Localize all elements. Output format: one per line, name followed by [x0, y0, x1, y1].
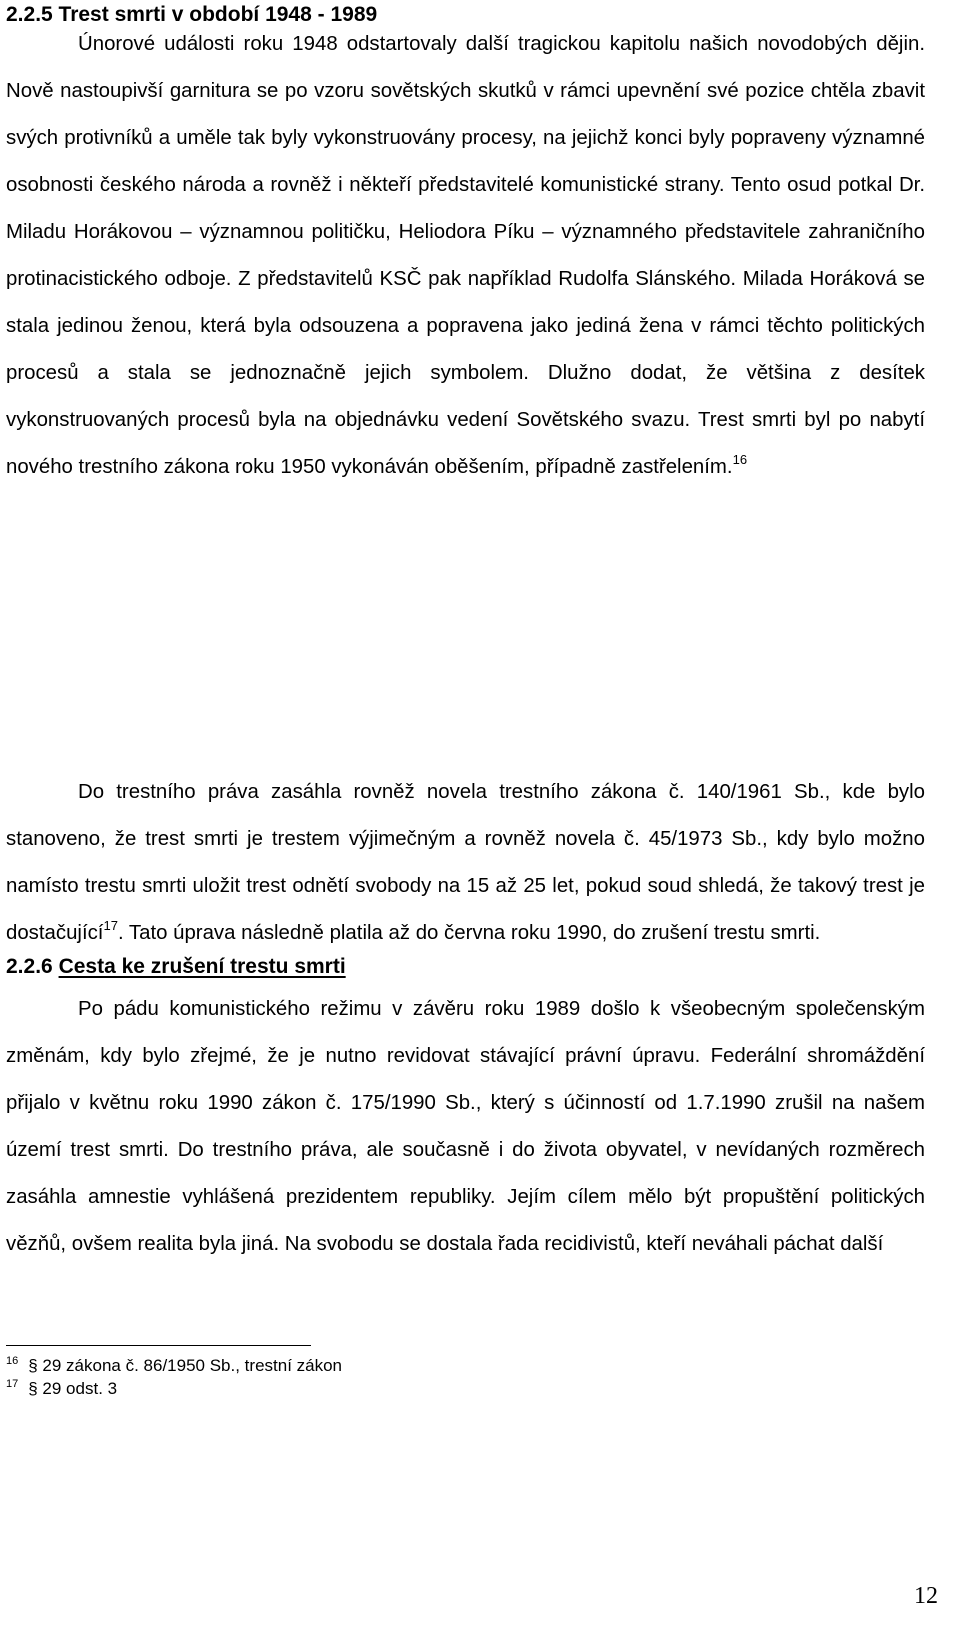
section-heading-2-2-6	[6, 954, 346, 980]
paragraph-1-text: Únorové události roku 1948 odstartovaly další tragickou kapitolu našich novodobých dějin. Nově nastoupivší garnitura se po vzoru sovětských skutků v rámci upevnění své pozice chtěla zbavit svých protivníků a uměle tak byly vykonstruovány procesy, na jejichž konci byly popraveny významné osobnosti českého národa a rovněž i někteří představitelé komunistické strany. Tento osud potkal Dr. Miladu Horákovou – významnou političku, Heliodora Píku – významného představitele zahraničního protinacistického odboje. Z představitelů KSČ pak například Rudolfa Slánského. Milada Horáková se stala jedinou ženou, která byla odsouzena a popravena jako jediná žena v rámci těchto politických procesů a stala se jednoznačně jejich symbolem. Dlužno dodat, že většina z desítek vykonstruovaných procesů byla na objednávku vedení Sovětského svazu. Trest smrti byl po nabytí nového trestního zákona roku 1950 vykonáván oběšením, případně zastřelením.	[6, 33, 925, 478]
section-heading-2-2-5: 2.2.5 Trest smrti v období 1948 - 1989	[6, 3, 378, 26]
footnote-separator	[6, 1345, 311, 1346]
footnote-number: 16	[6, 1355, 19, 1367]
footnote-number: 17	[6, 1378, 19, 1390]
paragraph-2	[6, 769, 925, 957]
footnote-ref-17[interactable]: 17	[103, 918, 118, 933]
paragraph-1	[6, 21, 925, 491]
footnote-ref-16[interactable]: 16	[732, 452, 748, 467]
paragraph-2-text-after: . Tato úprava následně platila až do června roku 1990, do zrušení trestu smrti.	[117, 922, 821, 944]
page-number: 12	[914, 1583, 938, 1609]
section-title: Cesta ke zrušení trestu smrti	[58, 955, 346, 978]
footnote-text: § 29 zákona č. 86/1950 Sb., trestní zákon	[28, 1356, 343, 1375]
footnote-17	[6, 1378, 117, 1400]
footnote-text: § 29 odst. 3	[28, 1379, 118, 1398]
paragraph-3	[6, 986, 925, 1268]
paragraph-3-text: Po pádu komunistického režimu v závěru roku 1989 došlo k všeobecným společenským změnám, kdy bylo zřejmé, že je nutno revidovat stávající právní úpravu. Federální shromáždění přijalo v květnu roku 1990 zákon č. 175/1990 Sb., který s účinností od 1.7.1990 zrušil na našem území trest smrti. Do trestního práva, ale současně i do života obyvatel, v nevídaných rozměrech zasáhla amnestie vyhlášená prezidentem republiky. Jejím cílem mělo být propuštění politických vězňů, ovšem realita byla jiná. Na svobodu se dostala řada recidivistů, kteří neváhali páchat další	[6, 998, 925, 1255]
section-number: 2.2.6	[6, 955, 53, 978]
paragraph-2-text-before: Do trestního práva zasáhla rovněž novela trestního zákona č. 140/1961 Sb., kde bylo stanoveno, že trest smrti je trestem výjimečným a rovněž novela č. 45/1973 Sb., kdy bylo možno namísto trestu smrti uložit trest odnětí svobody na 15 až 25 let, pokud soud shledá, že takový trest je dostačující	[6, 781, 925, 944]
footnote-16	[6, 1355, 342, 1377]
